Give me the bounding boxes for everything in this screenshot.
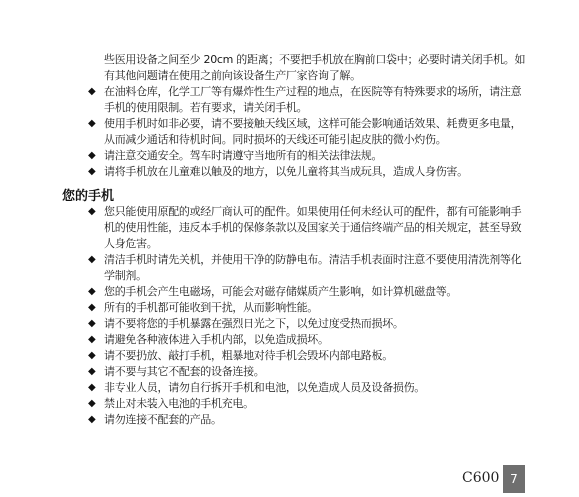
bullet-icon: ◆ [88, 350, 96, 361]
bullet-icon: ◆ [88, 286, 96, 297]
list-item: ◆ 所有的手机都可能收到干扰，从而影响性能。 [88, 301, 318, 314]
bullet-icon: ◆ [88, 150, 96, 161]
list-item: ◆ 请注意交通安全。驾车时请遵守当地所有的相关法律法规。 [88, 149, 383, 162]
model-name: C600 [462, 470, 500, 486]
list-item: ◆ 清洁手机时请先关机，并使用干净的防静电布。清洁手机表面时注意不要使用清洗剂等化学制剂。 [88, 253, 522, 282]
bullet-icon: ◆ [88, 86, 96, 97]
bullet-icon: ◆ [88, 398, 96, 409]
list-item: ◆ 您的手机会产生电磁场，可能会对磁存储媒质产生影响，如计算机磁盘等。 [88, 285, 458, 298]
bullet-icon: ◆ [88, 302, 96, 313]
bullet-icon: ◆ [88, 414, 96, 425]
list-item: ◆ 请不要将您的手机暴露在强烈日光之下，以免过度受热而损坏。 [88, 317, 404, 330]
continuation-paragraph: 些医用设备之间至少 20cm 的距离；不要把手机放在胸前口袋中；必要时请关闭手机。如有其他问题请在使用之前向该设备生产厂家咨询了解。 [104, 53, 526, 82]
page-number: 7 [503, 465, 525, 493]
list-item: ◆ 请勿连接不配套的产品。 [88, 413, 222, 426]
bullet-icon: ◆ [88, 206, 96, 217]
bullet-icon: ◆ [88, 334, 96, 345]
list-item: ◆ 使用手机时如非必要，请不要接触天线区域，这样可能会影响通话效果、耗费更多电量，从而减少通话和待机时间。同时损坏的天线还可能引起皮肤的微小灼伤。 [88, 117, 522, 146]
list-item: ◆ 禁止对未装入电池的手机充电。 [88, 397, 254, 410]
bullet-icon: ◆ [88, 118, 96, 129]
safety-list [88, 84, 528, 180]
list-item: ◆ 非专业人员，请勿自行拆开手机和电池，以免造成人员及设备损伤。 [88, 381, 425, 394]
bullet-icon: ◆ [88, 166, 96, 177]
section-title: 您的手机 [62, 189, 115, 204]
list-item: ◆ 请不要扔放、敲打手机，粗暴地对待手机会毁坏内部电路板。 [88, 349, 393, 362]
list-item: ◆ 请将手机放在儿童难以触及的地方，以免儿童将其当成玩具，造成人身伤害。 [88, 165, 468, 178]
phone-care-list [88, 204, 528, 428]
bullet-icon: ◆ [88, 318, 96, 329]
bullet-icon: ◆ [88, 366, 96, 377]
bullet-icon: ◆ [88, 382, 96, 393]
list-item: ◆ 在油料仓库，化学工厂等有爆炸性生产过程的地点，在医院等有特殊要求的场所，请注意手机的使用限制。若有要求，请关闭手机。 [88, 85, 522, 114]
bullet-icon: ◆ [88, 254, 96, 265]
list-item: ◆ 请避免各种液体进入手机内部，以免造成损坏。 [88, 333, 329, 346]
list-item: ◆ 您只能使用原配的或经厂商认可的配件。如果使用任何未经认可的配件，都有可能影响手机的使用性能，违反本手机的保修条款以及国家关于通信终端产品的相关规定，甚至导致人身危害。 [88, 205, 522, 250]
list-item: ◆ 请不要与其它不配套的设备连接。 [88, 365, 265, 378]
